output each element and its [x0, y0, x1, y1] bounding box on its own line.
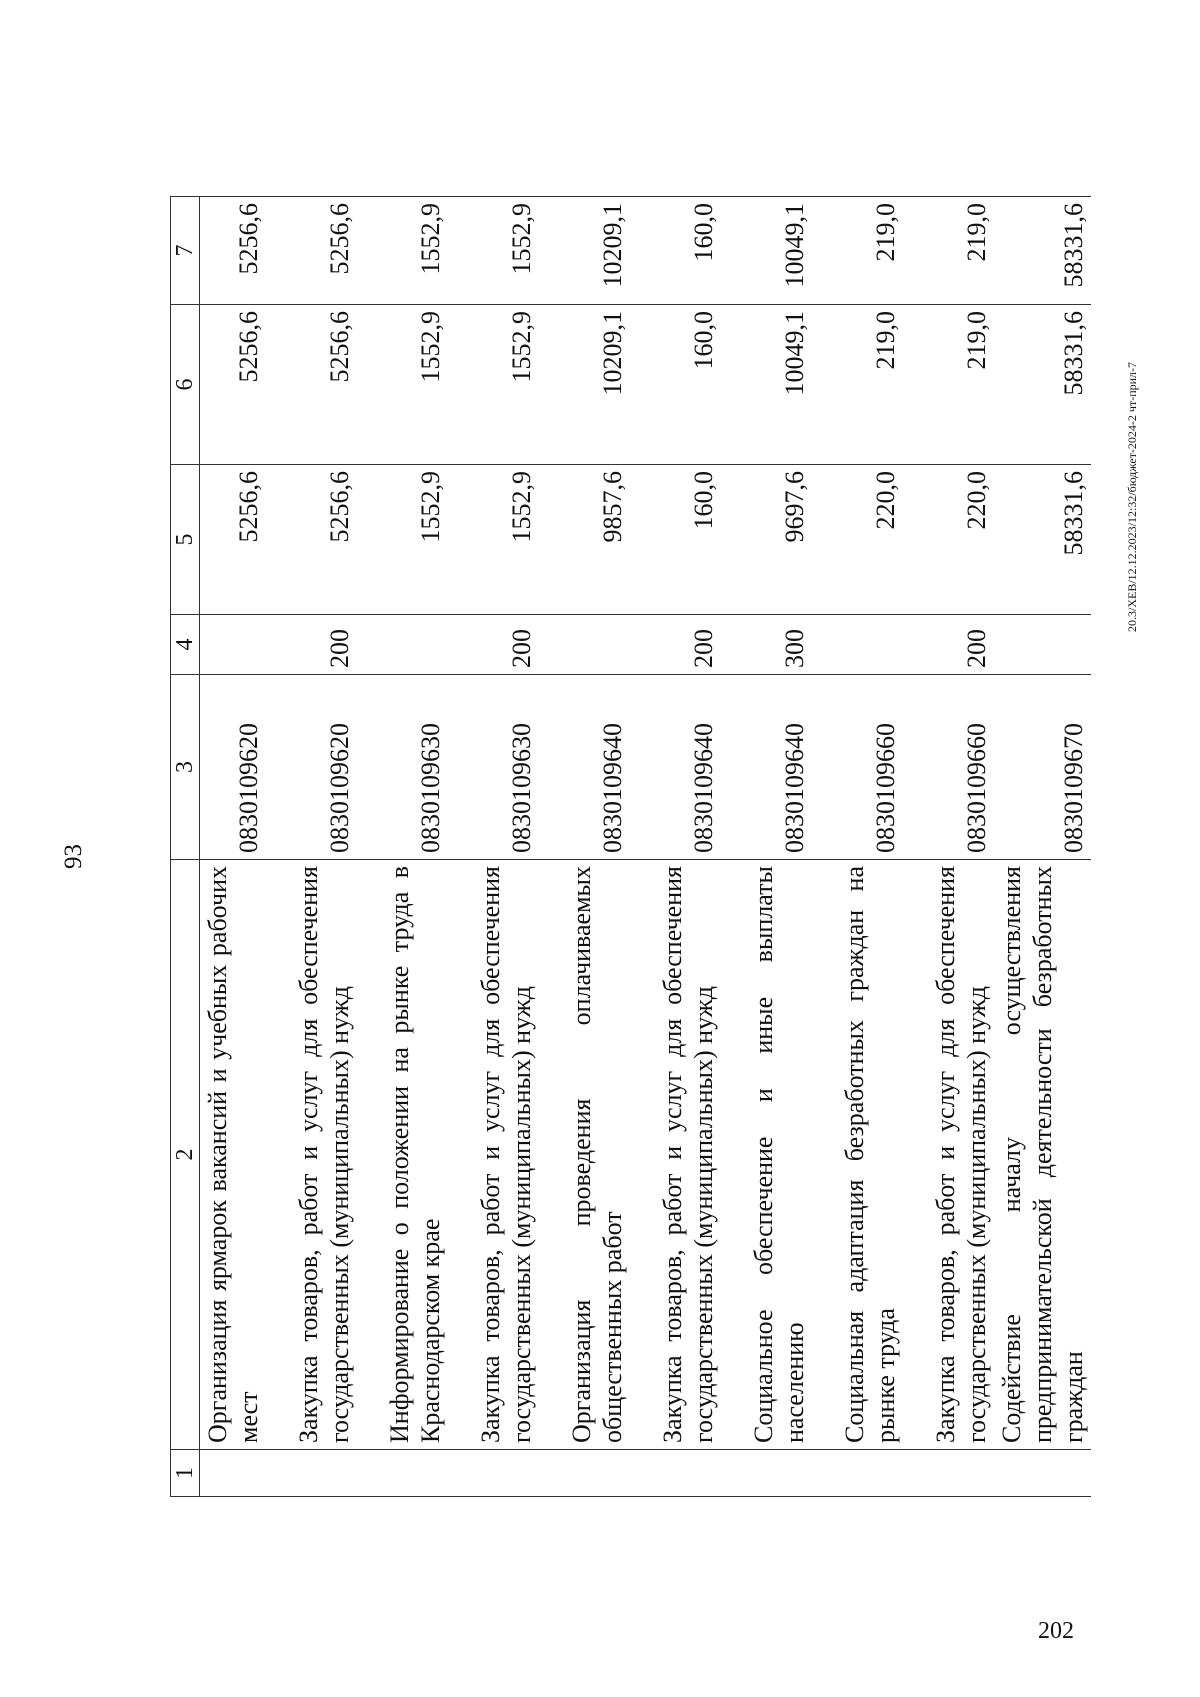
cell-col1 [994, 1450, 1091, 1497]
document-footer-code: 20.3/ХЕВ/12.12.2023/12:32/бюджет-2024-2 чт-прил-7 [1125, 361, 1139, 632]
table-row [448, 197, 539, 1497]
header-col-7: 7 [171, 197, 200, 305]
cell-code: 0830109660 [903, 675, 994, 860]
cell-value-7: 58331,6 [994, 197, 1091, 305]
cell-name: Закупка товаров, работ и услуг для обеспечения государственных (муниципальных) нужд [903, 860, 994, 1450]
cell-code: 0830109660 [812, 675, 903, 860]
cell-kind: 200 [903, 615, 994, 675]
cell-value-5: 220,0 [812, 465, 903, 615]
cell-name: Организация проведения оплачиваемых общественных работ [539, 860, 630, 1450]
cell-code: 0830109640 [721, 675, 812, 860]
cell-kind: 200 [266, 615, 357, 675]
cell-value-5: 5256,6 [200, 465, 267, 615]
table-row [630, 197, 721, 1497]
cell-col1 [200, 1450, 267, 1497]
cell-col1 [812, 1450, 903, 1497]
cell-value-6: 1552,9 [448, 305, 539, 465]
cell-col1 [903, 1450, 994, 1497]
cell-code: 0830109670 [994, 675, 1091, 860]
cell-col1 [721, 1450, 812, 1497]
header-col-2: 2 [171, 860, 200, 1450]
table-row [994, 197, 1091, 1497]
cell-kind: 200 [448, 615, 539, 675]
cell-col1 [266, 1450, 357, 1497]
header-col-5: 5 [171, 465, 200, 615]
cell-code: 0830109640 [630, 675, 721, 860]
header-row [171, 197, 200, 1497]
cell-value-5: 9857,6 [539, 465, 630, 615]
cell-kind [200, 615, 267, 675]
cell-name: Социальная адаптация безработных граждан на рынке труда [812, 860, 903, 1450]
cell-value-5: 1552,9 [448, 465, 539, 615]
cell-value-7: 219,0 [903, 197, 994, 305]
cell-code: 0830109620 [266, 675, 357, 860]
table-row [266, 197, 357, 1497]
cell-value-7: 10049,1 [721, 197, 812, 305]
header-col-1: 1 [171, 1450, 200, 1497]
table-row [200, 197, 267, 1497]
table-row [539, 197, 630, 1497]
table-row [357, 197, 448, 1497]
cell-value-6: 5256,6 [266, 305, 357, 465]
cell-name: Закупка товаров, работ и услуг для обеспечения государственных (муниципальных) нужд [630, 860, 721, 1450]
cell-col1 [539, 1450, 630, 1497]
cell-value-6: 10209,1 [539, 305, 630, 465]
header-col-3: 3 [171, 675, 200, 860]
cell-value-7: 5256,6 [266, 197, 357, 305]
cell-kind [539, 615, 630, 675]
cell-name: Информирование о положении на рынке труда в Краснодарском крае [357, 860, 448, 1450]
cell-kind: 200 [630, 615, 721, 675]
header-col-6: 6 [171, 305, 200, 465]
table-row [721, 197, 812, 1497]
cell-kind [812, 615, 903, 675]
table-row [903, 197, 994, 1497]
cell-name: Социальное обеспечение и иные выплаты населению [721, 860, 812, 1450]
table-header [171, 197, 200, 1497]
table-body [200, 197, 1092, 1497]
cell-value-6: 1552,9 [357, 305, 448, 465]
cell-name: Организация ярмарок вакансий и учебных рабочих мест [200, 860, 267, 1450]
cell-value-6: 219,0 [903, 305, 994, 465]
cell-value-6: 219,0 [812, 305, 903, 465]
budget-table [170, 196, 1091, 1497]
cell-code: 0830109640 [539, 675, 630, 860]
cell-value-5: 58331,6 [994, 465, 1091, 615]
cell-kind: 300 [721, 615, 812, 675]
cell-name: Закупка товаров, работ и услуг для обеспечения государственных (муниципальных) нужд [448, 860, 539, 1450]
cell-kind [994, 615, 1091, 675]
cell-value-5: 1552,9 [357, 465, 448, 615]
cell-value-6: 10049,1 [721, 305, 812, 465]
sheet-number: 202 [1038, 1618, 1074, 1644]
cell-value-6: 5256,6 [200, 305, 267, 465]
cell-code: 0830109630 [448, 675, 539, 860]
cell-value-6: 160,0 [630, 305, 721, 465]
cell-kind [357, 615, 448, 675]
cell-value-7: 160,0 [630, 197, 721, 305]
page-number-top: 93 [60, 844, 87, 869]
cell-name: Закупка товаров, работ и услуг для обеспечения государственных (муниципальных) нужд [266, 860, 357, 1450]
cell-value-5: 5256,6 [266, 465, 357, 615]
cell-value-5: 160,0 [630, 465, 721, 615]
cell-value-6: 58331,6 [994, 305, 1091, 465]
cell-value-7: 5256,6 [200, 197, 267, 305]
cell-value-7: 219,0 [812, 197, 903, 305]
cell-value-5: 220,0 [903, 465, 994, 615]
cell-code: 0830109630 [357, 675, 448, 860]
header-col-4: 4 [171, 615, 200, 675]
cell-value-5: 9697,6 [721, 465, 812, 615]
cell-value-7: 1552,9 [357, 197, 448, 305]
cell-name: Содействие началу осуществления предпринимательской деятельности безработных граждан [994, 860, 1091, 1450]
cell-value-7: 1552,9 [448, 197, 539, 305]
table-row [812, 197, 903, 1497]
cell-value-7: 10209,1 [539, 197, 630, 305]
cell-col1 [630, 1450, 721, 1497]
cell-code: 0830109620 [200, 675, 267, 860]
cell-col1 [448, 1450, 539, 1497]
cell-col1 [357, 1450, 448, 1497]
